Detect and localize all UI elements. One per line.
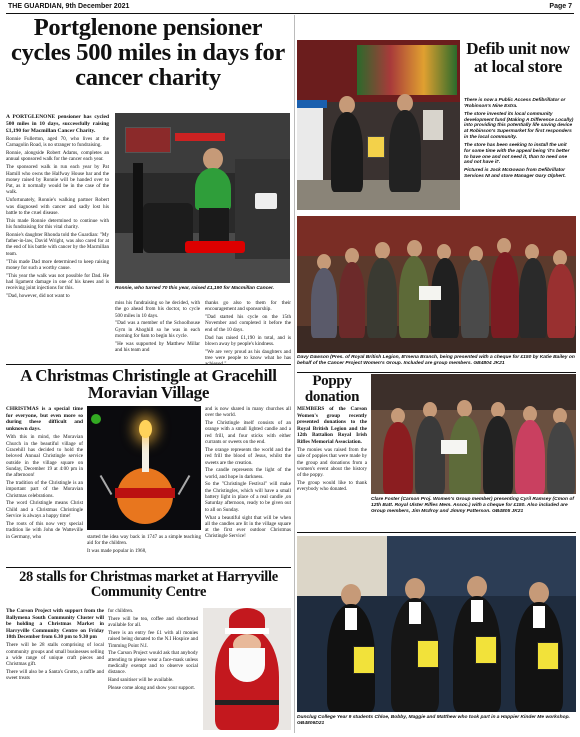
poppy-body: MEMBERS of the Carson Women's group recently presented donations to the Royal British Legion and the 12th Battalion Royal Irish Rifles Memorial Association. The monies was raised from the sale of poppies that were made by the group and donations from a women's event about the history of the poppy. The group would like to thank everybody who donated. (297, 406, 367, 493)
christingle-col2: started the idea way back in 1747 as a simple teaching aid for the children. It was made popular in 1968, (87, 534, 201, 555)
pensioner-col3: thanks go also to them for their encouragement and sponsorship. "Dad started his cycle on the 15th November and completed it before the end of the 10 days. Dad has raised £1,190 in total, and is blown away by people's kindness. "We are very proud as his daughters and tree were people to know what he has (205, 300, 291, 361)
legion-cheque-photo (297, 216, 576, 353)
christingle-headline: A Christmas Christingle at Gracehill Moravian Village (20, 366, 277, 403)
legion-photo-caption: Davy Dawson (Pres. of Royal British Legion, B'mena Branch, being presented with a cheque for £150 by Katie Bailey on behalf of the Cancer Project Women's Group. Included are group members. GB4804 JK21 (297, 355, 575, 366)
newspaper-dateline: THE GUARDIAN, 9th December 2021 (8, 3, 130, 10)
pensioner-headline: Portglenone pensioner cycles 500 miles in days for cancer charity (11, 14, 285, 91)
defib-body: There is now a Public Access Defibrillator or 'Robinson's Nine Extra. The store invested its local community development fund (Making A Difference Locally) into providing this potentially life saving device at Robinson's Supermarket for first responders in the local community. The store has been seeking to install the unit for some time with the appeal being 'it's better to have one and not need it, than to need one and not have it'. Pictured is Jock McGowan from Defibrillator Services NI and store Manager Gary Olphert. (464, 98, 574, 180)
dunclug-photo-caption: Dunclug College Year 9 students Chloe, Bobby, Maggie and Matthew who took part in a Happier Kinder Me workshop. GB4806D21 (297, 715, 570, 726)
christingle-col3: and is now shared in many churches all over the world. The Christingle itself consists of an orange with a small lighted candle and a red frill, and four sticks with either currants or sweets on the end. The orange represents the world and the red frill the blood of Jesus, whilst the sweets are the creation. The candle represents the light of the world, and hope in darkness. So the "Christingle Festival" will make the Christingles, which will have a small battery light in place of a real candle ,on Saturday afternoon, ready to be given out to all on Sunday. What a beautiful sight that will be when all the candles are lit in the village square at the first ever outdoor Christmas Christingle Service! (205, 406, 291, 540)
defib-headline: Defib unit now at local store (466, 39, 570, 77)
christingle-candle-photo (87, 406, 201, 530)
cyclist-photo-caption: Ronnie, who turned 70 this year, raised £1,190 for Macmillan Cancer. (115, 286, 275, 291)
poppy-photo-caption: Clare Foster (Carson Proj. Women's Group member) presenting Cyril Ramsey (Cmon of 12th Batt. Royal Ulster Rifles Mem. Assoc.) with a cheque for £150. Also included are Group members, Jim McIlroy and Jimmy Patterson. GB4805 JK21 (371, 497, 574, 514)
dunclug-students-photo (297, 536, 576, 712)
christingle-col1: CHRISTMAS is a special time for everyone, but even more so during these difficult and unknown days. With this in mind, the Moravian Church in the beautiful village of Gracehill has decided to hold the beloved Annual Christingle service outside in the village square on Sunday, December 19 at 4:00 pm in the afternoon! The tradition of the Christingle is an important part of the Moravian Christmas celebrations. The word Christingle means Christ Child and a Christmas Christingle Service is always a happy time! The roots of this now very special tradition lie with John de Watteville in Germany, who (6, 406, 83, 540)
pensioner-col1: A PORTGLENONE pensioner has cycled 500 miles in 10 days, successfully raising £1,190 for Macmillan Cancer Charity. Ronnie Fullerton, aged 70, who lives at the Carnagolin Road, is no stranger to fundraising. Ronnie, alongside Robert Adams, completes an annual sponsored walk for the cancer each year. The sponsored walk in run each year by Pat Hamill who owns the Halfway House bar and the money raised by Ronnie will be handed over to Pat, as it normally would be in the case of the walk. Unfortunately, Ronnie's walking partner Robert was diagnosed with cancer and sadly lost his battle to the cruel disease. This made Ronnie determined to continue with his fundraising for this vital charity. Ronnie's daughter Rhonda told the Guardian: "My father-in-law, David Wright, was also cared for at the end of his battle with cancer by the Macmillan team. "This made Dad more determined to keep raising money for such a worthy cause. "This year the walk was not possible for Dad. He had ligament damage in one of his knees and is receiving joint injections for this. "Dad, however, did not want to (6, 114, 109, 300)
defib-store-photo (297, 40, 460, 210)
cyclist-gym-photo (115, 113, 290, 283)
pensioner-para: A PORTGLENONE pensioner has cycled 500 miles in 10 days, successfully raising £1,190 for Macmillan Cancer Charity. (6, 114, 109, 134)
pensioner-col2: miss his fundraising so he decided, with the go ahead from his doctor, to cycle 500 miles in 10 days. "Dad was a member of the Schoolhouse Gym in Ahoghill so he was in each morning for 6am to begin his cycle. "He was supported by Matthew Millar and his team and (115, 300, 200, 354)
page-number: Page 7 (549, 3, 572, 10)
poppy-cheque-photo (371, 374, 576, 494)
market-headline: 28 stalls for Christmas market at Harryville Community Centre (19, 569, 278, 600)
poppy-headline: Poppy donation (304, 373, 360, 405)
market-col2: for children. There will be tea, coffee and shortbread available for all. There is an entry fee £1 with all monies raised being donated to the N.I Hospice and Timming Point N.I. The Carson Project would ask that anybody attending to please wear a face-mask unless medically exempt and to observe social distance. Hand sanitiser will be available. Please come along and show your support. (108, 608, 198, 691)
santa-photo (203, 608, 291, 730)
market-col1: The Carson Project with support from the Ballymena South Community Cluster will be holding a Christmas Market in Harryville Community Centre on Friday 10th December from 6.30 pm to 9.30 pm There will be 28 stalls comprising of local community groups and small businesses selling a wide range of unique craft pieces and Christmas gift. There will also be a Santa's Grotto, a raffle and sweet treats (6, 608, 104, 682)
